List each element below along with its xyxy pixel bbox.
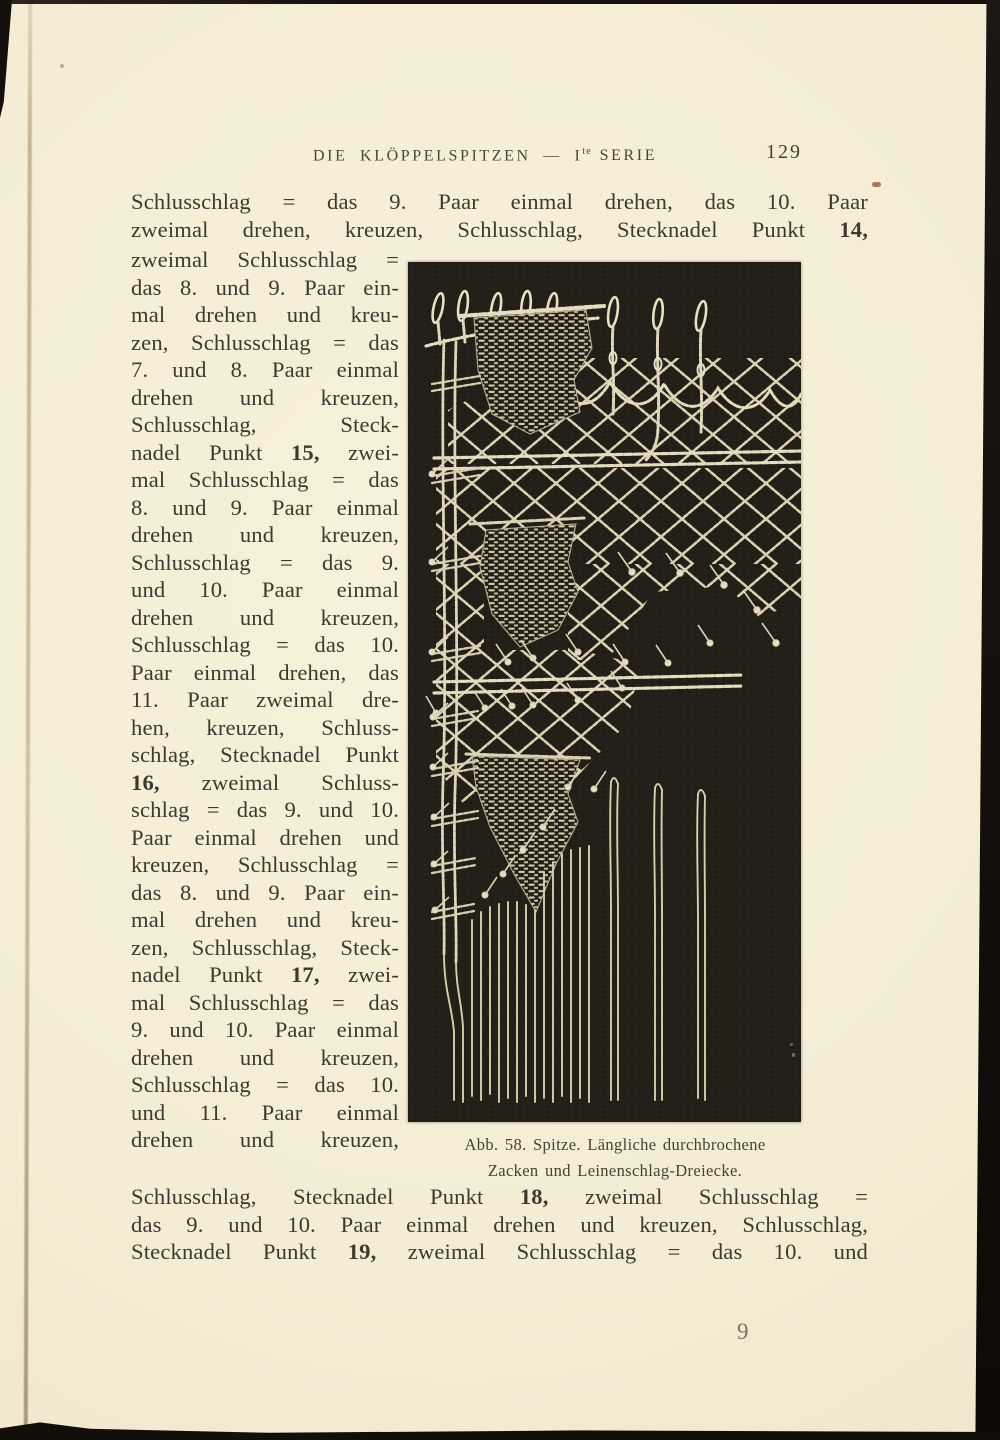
- page-crease: [24, 0, 33, 1440]
- text-line: das 9. und 10. Paar einmal drehen und kreuzen, Schlusschlag,: [131, 1211, 868, 1237]
- text-line: und 11. Paar einmal: [131, 1099, 399, 1125]
- text-line: mal drehen und kreu-: [131, 907, 399, 932]
- text-line: nadel Punkt 15, zwei-: [131, 439, 399, 465]
- text-line: 16, zweimal Schluss-: [131, 769, 399, 795]
- scan-edge-bottom: [0, 1420, 1000, 1440]
- text-line: nadel Punkt 17, zwei-: [131, 962, 399, 987]
- running-head-main: DIE KLÖPPELSPITZEN — I: [313, 147, 583, 165]
- paper-speck: [872, 182, 881, 187]
- text-line: drehen und kreuzen,: [131, 1044, 399, 1070]
- scan-edge-right: [970, 0, 1000, 1440]
- lace-photo-drawing: [408, 262, 801, 1122]
- text-line: das 8. und 9. Paar ein-: [131, 274, 399, 300]
- running-head-superscript: te: [582, 146, 592, 157]
- text-line: Schlusschlag = das 10.: [131, 1072, 399, 1097]
- text-line: Paar einmal drehen, das: [131, 659, 399, 685]
- text-line: mal Schlusschlag = das: [131, 989, 399, 1015]
- text-line: Stecknadel Punkt 19, zweimal Schlusschlag = das 10. und: [131, 1239, 868, 1264]
- running-head: [313, 146, 657, 165]
- text-line: zen, Schlusschlag, Steck-: [131, 934, 399, 960]
- text-line: kreuzen, Schlusschlag =: [131, 852, 399, 877]
- intro-paragraph: [131, 188, 868, 243]
- text-line: Schlusschlag = das 10.: [131, 632, 399, 657]
- outro-paragraph: [131, 1183, 868, 1266]
- text-column: [131, 246, 399, 1154]
- text-line: Schlusschlag, Stecknadel Punkt 18, zweimal Schlusschlag =: [131, 1184, 868, 1209]
- running-head-tail: SERIE: [599, 147, 658, 165]
- sheet-signature: 9: [737, 1319, 750, 1344]
- text-line: mal drehen und kreu-: [131, 302, 399, 327]
- text-line: hen, kreuzen, Schluss-: [131, 714, 399, 740]
- text-line: 7. und 8. Paar einmal: [131, 357, 399, 382]
- page-number: 129: [766, 141, 802, 163]
- text-line: Schlusschlag = das 9.: [131, 549, 399, 575]
- text-line: 11. Paar zweimal dre-: [131, 687, 399, 712]
- text-line: mal Schlusschlag = das: [131, 467, 399, 492]
- text-line: Schlusschlag = das 9. Paar einmal drehen, das 10. Paar: [131, 189, 868, 214]
- text-line: drehen und kreuzen,: [131, 1127, 399, 1152]
- scan-edge-top: [0, 0, 1000, 4]
- paper-speck: [790, 1043, 793, 1046]
- text-line: und 10. Paar einmal: [131, 577, 399, 602]
- text-line: zweimal Schlusschlag =: [131, 247, 399, 272]
- figure-caption-line-1: Abb. 58. Spitze. Längliche durchbrochene: [464, 1135, 766, 1154]
- text-line: schlag, Stecknadel Punkt: [131, 742, 399, 767]
- paper-speck: [60, 64, 64, 68]
- text-line: 8. und 9. Paar einmal: [131, 494, 399, 520]
- text-line: drehen und kreuzen,: [131, 522, 399, 547]
- text-line: zweimal drehen, kreuzen, Schlusschlag, Stecknadel Punkt 14,: [131, 216, 868, 242]
- lace-photograph: [408, 262, 801, 1122]
- text-line: schlag = das 9. und 10.: [131, 797, 399, 822]
- text-line: zen, Schlusschlag = das: [131, 329, 399, 355]
- text-line: drehen und kreuzen,: [131, 604, 399, 630]
- text-line: das 8. und 9. Paar ein-: [131, 879, 399, 905]
- scan-edge-left: [0, 0, 12, 118]
- text-line: drehen und kreuzen,: [131, 384, 399, 410]
- figure-caption: [415, 1132, 815, 1183]
- text-line: 9. und 10. Paar einmal: [131, 1017, 399, 1042]
- text-line: Schlusschlag, Steck-: [131, 412, 399, 437]
- text-line: Paar einmal drehen und: [131, 824, 399, 850]
- paper-speck: [792, 1053, 795, 1057]
- figure-caption-line-2: Zacken und Leinenschlag-Dreiecke.: [487, 1160, 743, 1180]
